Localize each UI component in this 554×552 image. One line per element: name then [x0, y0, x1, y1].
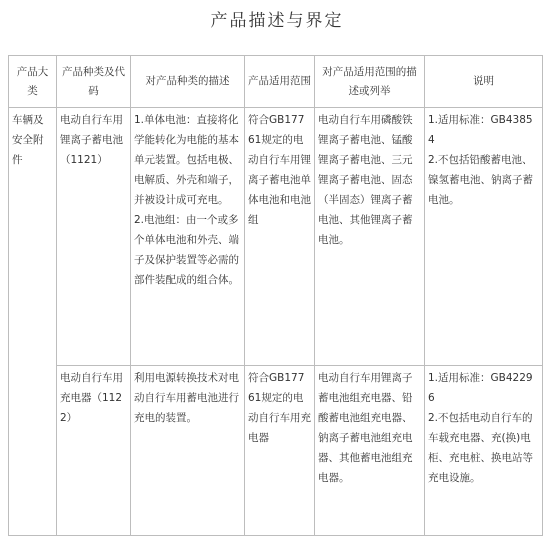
table-row	[9, 108, 543, 366]
table-header-row	[9, 56, 543, 108]
notes-cell	[425, 108, 543, 366]
notes-cell	[425, 366, 543, 536]
header-scope-desc: 对产品适用范围的描述或列举	[315, 56, 425, 108]
header-scope: 产品适用范围	[245, 56, 315, 108]
header-notes: 说明	[425, 56, 543, 108]
description-cell	[131, 366, 245, 536]
notes-paragraph: 1.适用标准：GB43854	[428, 114, 533, 146]
description-paragraph: 利用电源转换技术对电动自行车用蓄电池进行充电的装置。	[134, 372, 239, 424]
description-cell	[131, 108, 245, 366]
notes-paragraph: 1.适用标准：GB42296	[428, 372, 533, 404]
scope-desc-cell: 电动自行车用锂离子蓄电池组充电器、铅酸蓄电池组充电器、钠离子蓄电池组充电器、其他蓄电池组充电器。	[315, 366, 425, 536]
notes-paragraph: 2.不包括电动自行车的车载充电器、充(换)电柜、充电桩、换电站等充电设施。	[428, 412, 533, 484]
product-table	[8, 55, 543, 536]
scope-cell: 符合GB17761规定的电动自行车用充电器	[245, 366, 315, 536]
notes-paragraph: 2.不包括铅酸蓄电池、镍氢蓄电池、钠离子蓄电池。	[428, 154, 533, 206]
scope-desc-cell: 电动自行车用磷酸铁锂离子蓄电池、锰酸锂离子蓄电池、三元锂离子蓄电池、固态（半固态）锂离子蓄电池、其他锂离子蓄电池。	[315, 108, 425, 366]
category-cell: 车辆及安全附件	[9, 108, 57, 536]
description-paragraph: 1.单体电池：直接将化学能转化为电能的基本单元装置。包括电极、电解质、外壳和端子，并被设计成可充电。	[134, 114, 239, 206]
document-title: 产品描述与界定	[210, 11, 344, 31]
type-code-cell: 电动自行车用锂离子蓄电池（1121）	[57, 108, 131, 366]
description-paragraph: 2.电池组：由一个或多个单体电池和外壳、端子及保护装置等必需的部件装配成的组合体。	[134, 214, 239, 286]
scope-cell: 符合GB17761规定的电动自行车用锂离子蓄电池单体电池和电池组	[245, 108, 315, 366]
header-type-code: 产品种类及代码	[57, 56, 131, 108]
header-description: 对产品种类的描述	[131, 56, 245, 108]
table-row	[9, 366, 543, 536]
header-category: 产品大类	[9, 56, 57, 108]
type-code-cell: 电动自行车用充电器（1122）	[57, 366, 131, 536]
